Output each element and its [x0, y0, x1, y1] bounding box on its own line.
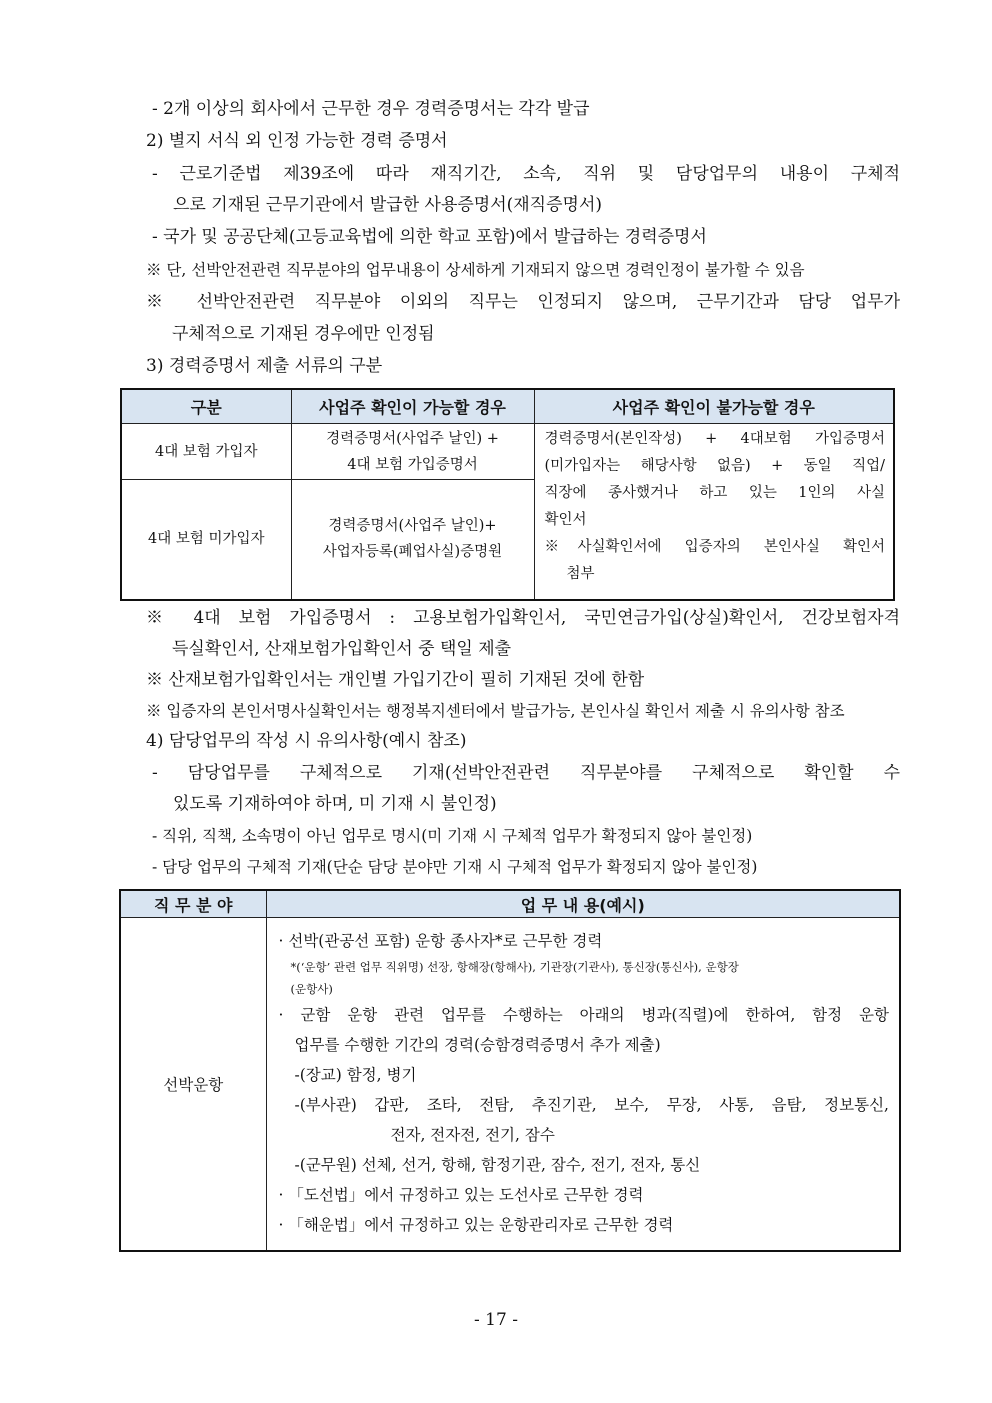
text-line: - 직위, 직책, 소속명이 아닌 업무로 명시(미 기재 시 구체적 업무가 확정되지 않아 불인정) [152, 827, 753, 845]
duty-example-table [119, 889, 901, 1252]
text-line: - 근로기준법 제39조에 따라 재직기간, 소속, 직위 및 담당업무의 내용이 구체적 [152, 164, 900, 184]
career-document-table [120, 388, 895, 601]
cell-line: 4대 보험 가입증명서 [347, 456, 478, 473]
section-heading: 4) 담당업무의 작성 시 유의사항(예시 참조) [146, 731, 467, 751]
table-cell [291, 424, 534, 480]
content-line: 업무를 수행한 기간의 경력(승함경력증명서 추가 제출) [294, 1036, 661, 1054]
content-line: 전자, 전자전, 전기, 잠수 [390, 1126, 555, 1144]
table-header: 사업주 확인이 가능할 경우 [291, 389, 534, 424]
text-line: - 담당업무를 구체적으로 기재(선박안전관련 직무분야를 구체적으로 확인할 수 [152, 763, 900, 783]
table-header: 사업주 확인이 불가능할 경우 [534, 389, 894, 424]
table-cell [534, 424, 894, 600]
content-line: -(장교) 함정, 병기 [294, 1066, 417, 1084]
row-label: 4대 보험 가입자 [121, 424, 291, 480]
content-line: · 군함 운항 관련 업무를 수행하는 아래의 병과(직렬)에 한하여, 함정 운항 [278, 1006, 889, 1024]
text-line: - 국가 및 공공단체(고등교육법에 의한 학교 포함)에서 발급하는 경력증명서 [152, 227, 707, 247]
page-number: - 17 - [474, 1310, 518, 1330]
text-line: - 2개 이상의 회사에서 근무한 경우 경력증명서는 각각 발급 [152, 99, 590, 119]
cell-line: ※사실확인서에 입증자의 본인사실 확인서 [544, 539, 885, 555]
cell-line: 사업자등록(폐업사실)증명원 [322, 544, 503, 561]
cell-line: 경력증명서(사업주 날인)+ [328, 518, 497, 535]
content-line: · 「해운법」에서 규정하고 있는 운항관리자로 근무한 경력 [278, 1216, 674, 1234]
note-line: 구체적으로 기재된 경우에만 인정됨 [172, 324, 435, 344]
note-line: ※ 입증자의 본인서명사실확인서는 행정복지센터에서 발급가능, 본인사실 확인서 제출 시 유의사항 참조 [146, 702, 845, 720]
cell-line: (미가입자는 해당사항 없음) + 동일 직업/ [544, 458, 885, 474]
content-line: *(‘운항’ 관련 업무 직위명) 선장, 항해장(항해사), 기관장(기관사), 통신장(통신사), 운항장 [290, 960, 739, 974]
table-header: 업 무 내 용(예시) [266, 890, 900, 918]
duty-field: 선박운항 [120, 918, 266, 1252]
table-header: 구분 [121, 389, 291, 424]
note-line: ※ 단, 선박안전관련 직무분야의 업무내용이 상세하게 기재되지 않으면 경력인정이 불가할 수 있음 [146, 261, 805, 279]
content-line: · 「도선법」에서 규정하고 있는 도선사로 근무한 경력 [278, 1186, 644, 1204]
content-line: · 선박(관공선 포함) 운항 종사자*로 근무한 경력 [278, 932, 603, 950]
cell-line: 경력증명서(사업주 날인) + [326, 430, 499, 447]
note-line: ※ 4대 보험 가입증명서 : 고용보험가입확인서, 국민연금가입(상실)확인서, 건강보험자격 [146, 608, 900, 628]
table-header: 직 무 분 야 [120, 890, 266, 918]
cell-line: 직장에 종사했거나 하고 있는 1인의 사실 [544, 485, 885, 501]
note-line: ※ 선박안전관련 직무분야 이외의 직무는 인정되지 않으며, 근무기간과 담당 업무가 [146, 292, 900, 312]
section-heading: 3) 경력증명서 제출 서류의 구분 [146, 356, 383, 376]
cell-line: 첨부 [566, 566, 595, 582]
row-label: 4대 보험 미가입자 [121, 480, 291, 600]
duty-content [266, 918, 900, 1252]
cell-line: 확인서 [544, 512, 587, 528]
content-line: -(군무원) 선체, 선거, 항해, 함정기관, 잠수, 전기, 전자, 통신 [294, 1156, 701, 1174]
cell-line: 경력증명서(본인작성) + 4대보험 가입증명서 [544, 431, 885, 447]
text-line: 있도록 기재하여야 하며, 미 기재 시 불인정) [173, 794, 497, 814]
text-line: - 담당 업무의 구체적 기재(단순 담당 분야만 기재 시 구체적 업무가 확정되지 않아 불인정) [152, 858, 758, 876]
section-heading: 2) 별지 서식 외 인정 가능한 경력 증명서 [146, 131, 448, 151]
note-line: 득실확인서, 산재보험가입확인서 중 택일 제출 [172, 639, 512, 659]
content-line: -(부사관) 갑판, 조타, 전탐, 추진기관, 보수, 무장, 사통, 음탐, 정보통신, [294, 1096, 889, 1114]
table-cell [291, 480, 534, 600]
note-line: ※ 산재보험가입확인서는 개인별 가입기간이 필히 기재된 것에 한함 [146, 670, 645, 690]
content-line: (운항사) [290, 982, 333, 996]
text-line: 으로 기재된 근무기관에서 발급한 사용증명서(재직증명서) [173, 195, 603, 215]
